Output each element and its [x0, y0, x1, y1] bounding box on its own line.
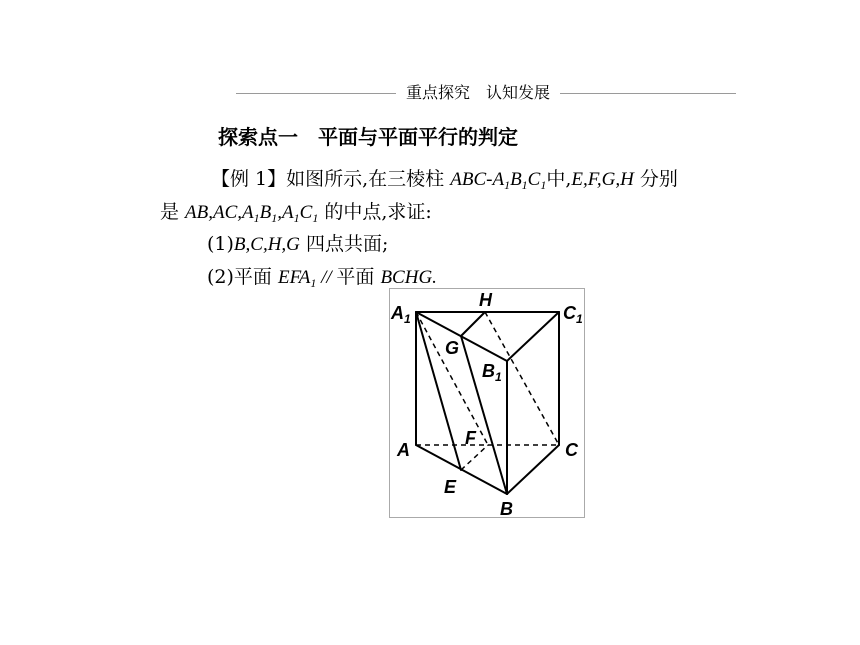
example-label: 【例 1】 — [211, 168, 287, 190]
label-g: G — [445, 338, 460, 358]
header-rule-right — [560, 93, 736, 94]
example-line-1 — [211, 164, 678, 191]
question-2: (2)平面 $EFA_1$ // 平面 BCHG. — [207, 266, 437, 290]
label-c: C — [565, 440, 578, 460]
example-middle: 中, — [546, 168, 572, 190]
label-f: F — [465, 428, 476, 448]
header-rule-left — [236, 93, 396, 94]
example-tail: 分别 — [633, 168, 678, 190]
header-title: 重点探究 认知发展 — [405, 83, 550, 102]
label-b1: $B_1$ — [482, 361, 502, 384]
label-e: E — [444, 477, 457, 497]
label-a: A — [397, 440, 410, 460]
points-efgh: E,F,G,H — [571, 169, 634, 190]
section-title: 探索点一 平面与平面平行的判定 — [218, 125, 518, 149]
label-b: B — [500, 499, 513, 518]
label-c1: $C_1$ — [563, 303, 583, 326]
prism-name: ABC-$A_1B_1C_1$ — [450, 169, 547, 192]
question-1: (1)B,C,H,G 四点共面; — [207, 233, 389, 255]
prism-diagram — [389, 288, 585, 518]
example-line-2: 是 $AB,AC,A_1B_1,A_1C_1$ 的中点,求证: — [160, 201, 432, 225]
example-intro: 如图所示,在三棱柱 — [286, 168, 451, 190]
section-header — [236, 80, 736, 106]
prism-figure — [389, 288, 585, 518]
label-h: H — [479, 290, 492, 310]
label-a1: $A_1$ — [391, 303, 411, 326]
midpoint-segments: $AB,AC,A_1B_1,A_1C_1$ — [185, 202, 319, 225]
